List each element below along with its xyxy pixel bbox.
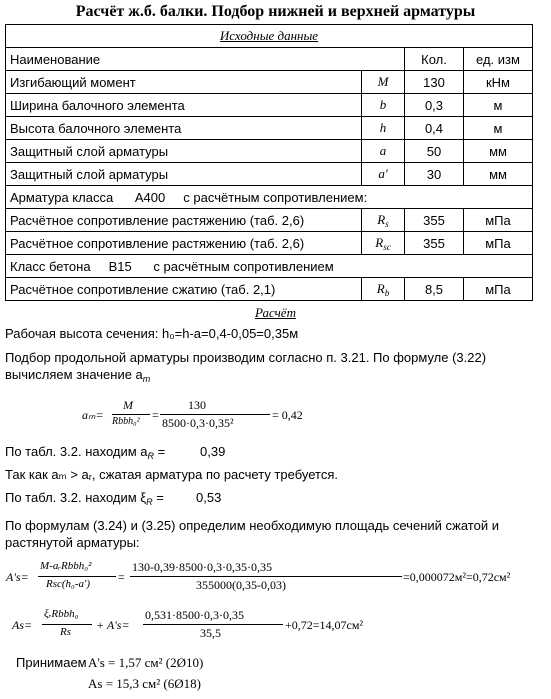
as1-num-val: 130-0,39·8500·0,3·0,35·0,35 [132, 560, 272, 574]
param-symbol: h [362, 117, 405, 140]
col-unit-header: ед. изм [464, 48, 533, 71]
as2-plus: + A's= [96, 618, 130, 632]
xiR-text: По табл. 3.2. находим $\xi_R$ = [5, 490, 164, 507]
param-symbol: $R_{sc}$ [362, 232, 405, 255]
param-unit: м [464, 94, 533, 117]
param-unit: мПа [464, 232, 533, 255]
accept-compressed: A's = 1,57 см² (2Ø10) [88, 655, 204, 670]
param-symbol: a [362, 140, 405, 163]
param-unit: мм [464, 163, 533, 186]
param-symbol: b [362, 94, 405, 117]
am-lhs: aₘ= [82, 408, 104, 422]
table-row [6, 232, 533, 255]
as1-den-sym: Rsc(h₀-a') [46, 578, 91, 590]
accept-tensile: As = 15,3 см² (6Ø18) [88, 676, 201, 691]
param-name: Защитный слой арматуры [6, 163, 362, 186]
param-value: 8,5 [405, 278, 464, 301]
param-value: 130 [405, 71, 464, 94]
am-fraction-bar-1 [112, 414, 150, 415]
am-den-sym: Rbbh₀² [112, 416, 140, 427]
working-height-text: Рабочая высота сечения: h₀=h-a=0,4-0,05=0,35м [5, 326, 299, 341]
table-row [6, 94, 533, 117]
am-den-val: 8500·0,3·0,35² [162, 416, 234, 430]
as1-fraction-bar-1 [38, 576, 116, 577]
as1-fraction-bar-2 [130, 576, 402, 577]
param-unit: мПа [464, 278, 533, 301]
table-header-row [6, 48, 533, 71]
compare-text: Так как aₘ > aᵣ, сжатая арматура по расчету требуется. [5, 467, 338, 482]
as1-result: =0,000072м²=0,72см² [403, 570, 511, 584]
as2-lhs: As= [12, 618, 33, 632]
param-name: Изгибающий момент [6, 71, 362, 94]
param-value: 355 [405, 232, 464, 255]
param-name: Ширина балочного элемента [6, 94, 362, 117]
param-symbol: $R_s$ [362, 209, 405, 232]
xiR-value: 0,53 [196, 490, 222, 505]
as1-den-val: 355000(0,35-0,03) [196, 578, 286, 592]
calc-section-title: Расчёт [255, 305, 296, 320]
concrete-class-row: Класс бетона В15 с расчётным сопротивлением [6, 255, 533, 278]
table-row [6, 140, 533, 163]
as2-result: +0,72=14,07см² [285, 618, 364, 632]
input-data-header: Исходные данные [6, 25, 533, 48]
table-row [6, 209, 533, 232]
page-title: Расчёт ж.б. балки. Подбор нижней и верхней арматуры [75, 3, 476, 20]
param-unit: м [464, 117, 533, 140]
as1-eq: = [118, 570, 125, 584]
param-value: 355 [405, 209, 464, 232]
param-value: 0,3 [405, 94, 464, 117]
input-data-table [5, 24, 533, 301]
am-num-sym: M [123, 398, 133, 412]
am-num-val: 130 [188, 398, 206, 412]
as2-fraction-bar-1 [42, 624, 92, 625]
param-unit: мПа [464, 209, 533, 232]
para1-line1: Подбор продольной арматуры производим согласно п. 3.21. По формуле (3.22) [5, 350, 487, 365]
accept-label: Принимаем [16, 655, 87, 670]
param-unit: мм [464, 140, 533, 163]
table-row [6, 278, 533, 301]
table-row [6, 117, 533, 140]
col-name-header: Наименование [6, 48, 405, 71]
param-unit: кНм [464, 71, 533, 94]
as2-fraction-bar-2 [143, 624, 283, 625]
aR-text: По табл. 3.2. находим $a_R$ = [5, 444, 166, 461]
am-result: = 0,42 [272, 408, 303, 422]
as2-den-sym: Rs [60, 626, 71, 638]
para2-line2: растянутой арматуры: [5, 535, 140, 550]
rebar-class-row: Арматура класса А400 с расчётным сопротивлением: [6, 186, 533, 209]
am-eq: = [152, 408, 159, 422]
param-name: Расчётное сопротивление растяжению (таб. 2,6) [6, 232, 362, 255]
param-value: 50 [405, 140, 464, 163]
param-name: Высота балочного элемента [6, 117, 362, 140]
param-value: 0,4 [405, 117, 464, 140]
as2-num-val: 0,531·8500·0,3·0,35 [145, 608, 244, 622]
as2-den-val: 35,5 [200, 626, 221, 640]
param-symbol: M [362, 71, 405, 94]
para1-line2: вычисляем значение $a_m$ [5, 367, 151, 384]
param-name: Расчётное сопротивление растяжению (таб. 2,6) [6, 209, 362, 232]
param-symbol: $R_b$ [362, 278, 405, 301]
param-name: Защитный слой арматуры [6, 140, 362, 163]
col-qty-header: Кол. [405, 48, 464, 71]
param-symbol: a' [362, 163, 405, 186]
aR-value: 0,39 [200, 444, 226, 459]
param-value: 30 [405, 163, 464, 186]
as2-num-sym: ξᵣRbbh₀ [44, 608, 79, 620]
para2-line1: По формулам (3.24) и (3.25) определим необходимую площадь сечений сжатой и [5, 518, 499, 533]
table-row [6, 71, 533, 94]
as1-lhs: A's= [6, 570, 29, 584]
am-fraction-bar-2 [160, 414, 270, 415]
param-name: Расчётное сопротивление сжатию (таб. 2,1) [6, 278, 362, 301]
table-row [6, 163, 533, 186]
as1-num-sym: M-aᵣRbbh₀² [40, 560, 92, 572]
